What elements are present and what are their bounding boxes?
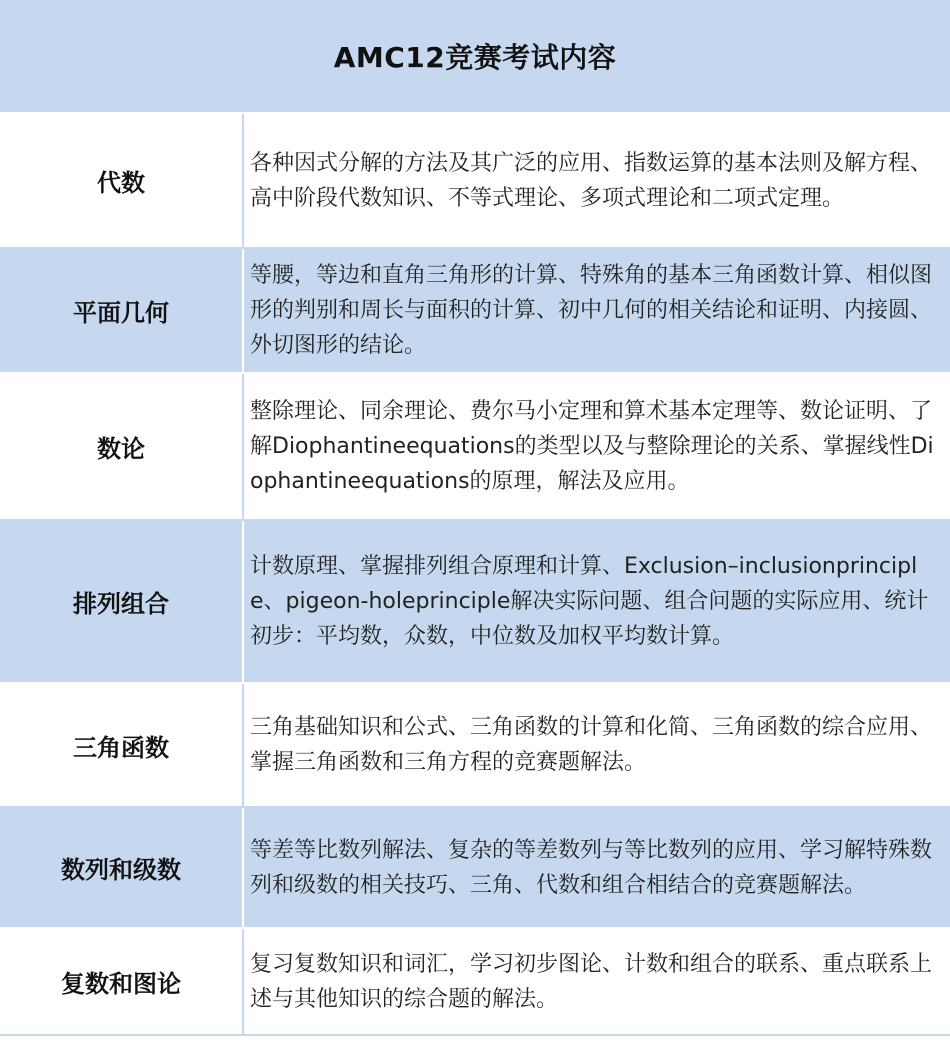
row-label-cell <box>0 929 244 1034</box>
row-content-cell <box>244 114 950 247</box>
row-content-cell <box>244 808 950 927</box>
table-row-complex-graph-theory <box>0 929 950 1036</box>
row-content: 等差等比数列解法、复杂的等差数列与等比数列的应用、学习解特殊数列和级数的相关技巧、三角、代数和组合相结合的竞赛题解法。 <box>250 837 933 898</box>
row-content: 三角基础知识和公式、三角函数的计算和化简、三角函数的综合应用、掌握三角函数和三角方程的竞赛题解法。 <box>250 715 933 775</box>
row-label: 复数和图论 <box>61 970 181 998</box>
row-label-cell <box>0 374 244 519</box>
table-row-algebra <box>0 114 950 249</box>
row-label: 三角函数 <box>73 733 169 762</box>
row-content: 各种因式分解的方法及其广泛的应用、指数运算的基本法则及解方程、高中阶段代数知识、不等式理论、多项式理论和二项式定理。 <box>250 150 933 211</box>
row-label: 代数 <box>97 169 145 197</box>
row-label-cell <box>0 808 244 927</box>
row-content-cell <box>244 249 950 372</box>
table-row-combinatorics <box>0 521 950 684</box>
row-label-cell <box>0 521 244 682</box>
table-row-trigonometry <box>0 684 950 808</box>
row-content: 等腰，等边和直角三角形的计算、特殊角的基本三角函数计算、相似图形的判别和周长与面积的计算、初中几何的相关结论和证明、内接圆、外切图形的结论。 <box>250 263 933 358</box>
table-row-sequences-series <box>0 808 950 929</box>
row-label: 平面几何 <box>73 299 169 327</box>
row-content: 计数原理、掌握排列组合原理和计算、Exclusion–inclusionprinciple、pigeon-holeprinciple解决实际问题、组合问题的实际应用、统计初步：平均数，众数，中位数及加权平均数计算。 <box>250 554 929 649</box>
row-content-cell <box>244 521 950 682</box>
table-header <box>0 0 950 114</box>
row-label-cell <box>0 249 244 372</box>
row-label-cell <box>0 684 244 806</box>
row-content-cell <box>244 374 950 519</box>
row-label: 数列和级数 <box>61 856 181 884</box>
table-row-plane-geometry <box>0 249 950 374</box>
row-label-cell <box>0 114 244 247</box>
row-content-cell <box>244 684 950 806</box>
table-title: AMC12竞赛考试内容 <box>333 41 617 74</box>
row-label: 数论 <box>97 435 145 463</box>
row-label: 排列组合 <box>73 590 169 618</box>
table-row-number-theory <box>0 374 950 521</box>
row-content: 复习复数知识和词汇，学习初步图论、计数和组合的联系、重点联系上述与其他知识的综合题的解法。 <box>250 951 933 1012</box>
row-content: 整除理论、同余理论、费尔马小定理和算术基本定理等、数论证明、了解Diophantineequations的类型以及与整除理论的关系、掌握线性Diophantineequations的原理，解法及应用。 <box>250 399 934 494</box>
row-content-cell <box>244 929 950 1034</box>
